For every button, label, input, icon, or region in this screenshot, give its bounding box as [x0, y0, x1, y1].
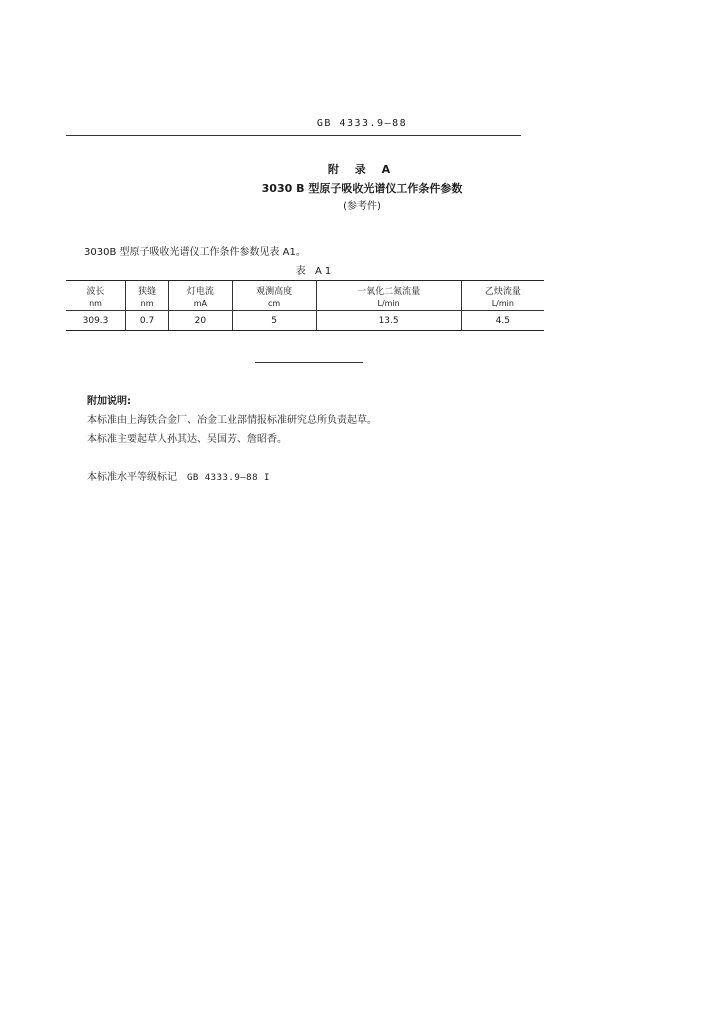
table-units-row	[66, 297, 544, 311]
parameters-table	[66, 280, 544, 331]
level-mark-code: GB 4333.9—88 I	[187, 473, 270, 483]
level-mark-label: 本标准水平等级标记	[87, 472, 177, 483]
cell-slit: 0.7	[126, 311, 169, 331]
header-divider	[66, 135, 521, 136]
header-nitrous-oxide-flow: 一氧化二氮流量	[316, 281, 461, 298]
header-slit: 狭缝	[126, 281, 169, 298]
header-wavelength: 波长	[66, 281, 126, 298]
header-observation-height: 观测高度	[232, 281, 316, 298]
unit-nitrous-oxide-flow: L/min	[316, 297, 461, 311]
cell-nitrous-oxide-flow: 13.5	[316, 311, 461, 331]
cell-observation-height: 5	[232, 311, 316, 331]
intro-paragraph: 3030B 型原子吸收光谱仪工作条件参数见表 A1。	[84, 247, 306, 258]
appendix-subtitle: 3030 B 型原子吸收光谱仪工作条件参数	[261, 182, 463, 195]
notes-heading: 附加说明:	[87, 396, 131, 407]
appendix-note: (参考件)	[343, 201, 381, 212]
appendix-title: 附 录 A	[327, 163, 397, 176]
header-lamp-current: 灯电流	[169, 281, 233, 298]
unit-wavelength: nm	[66, 297, 126, 311]
unit-observation-height: cm	[232, 297, 316, 311]
section-end-rule	[255, 362, 363, 363]
table-row	[66, 311, 544, 331]
notes-line-drafting-org: 本标准由上海铁合金厂、冶金工业部情报标准研究总所负责起草。	[87, 415, 377, 426]
notes-line-drafters: 本标准主要起草人孙其达、吴国芳、詹昭香。	[87, 434, 287, 445]
cell-lamp-current: 20	[169, 311, 233, 331]
table-header-row	[66, 281, 544, 298]
cell-acetylene-flow: 4.5	[461, 311, 544, 331]
unit-acetylene-flow: L/min	[461, 297, 544, 311]
standard-level-mark	[87, 468, 270, 483]
table-caption: 表 A1	[295, 266, 335, 277]
cell-wavelength: 309.3	[66, 311, 126, 331]
header-acetylene-flow: 乙炔流量	[461, 281, 544, 298]
unit-slit: nm	[126, 297, 169, 311]
standard-code-header: GB 4333.9—88	[316, 118, 408, 129]
unit-lamp-current: mA	[169, 297, 233, 311]
